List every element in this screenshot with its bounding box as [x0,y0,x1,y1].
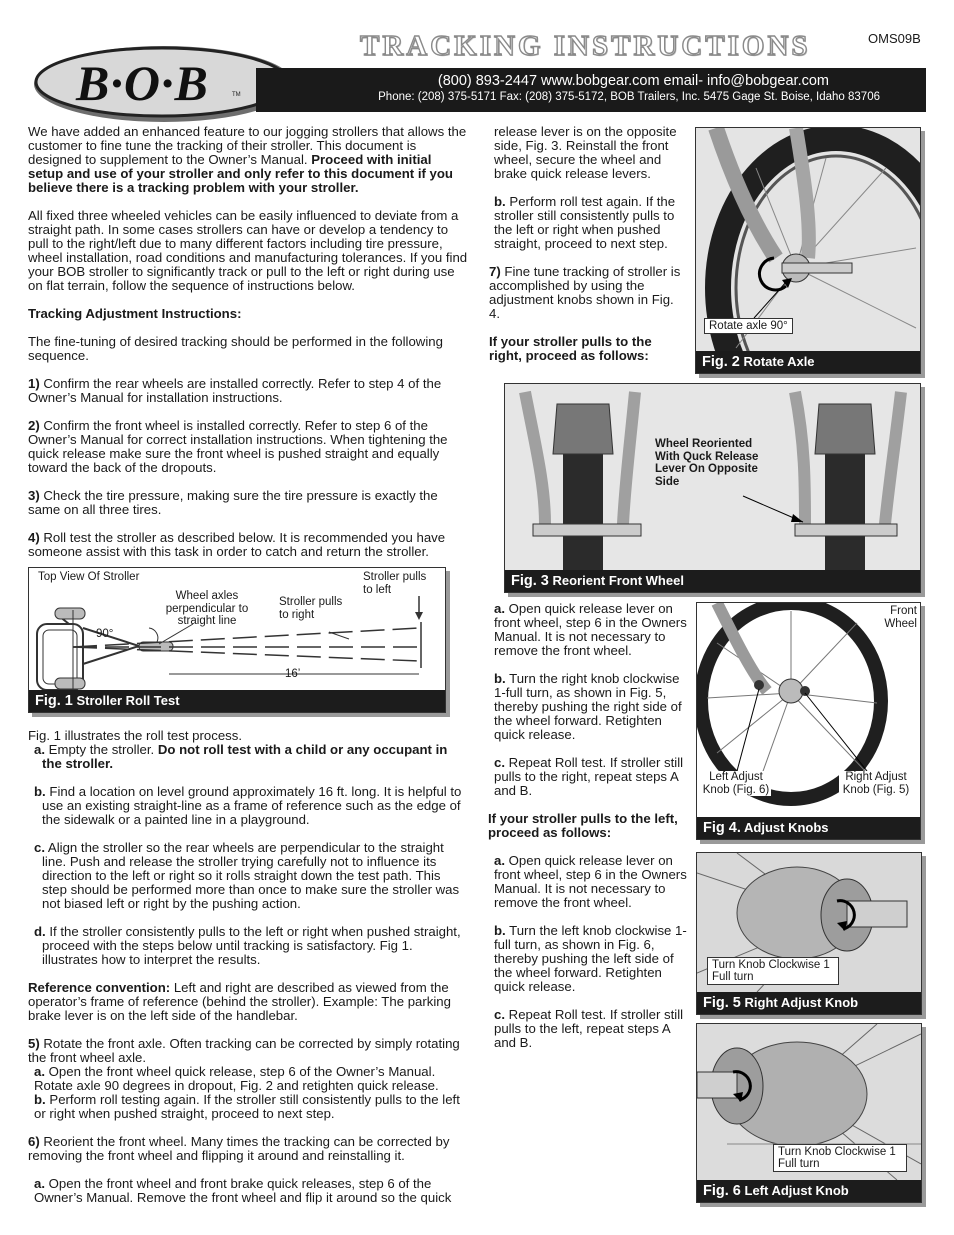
fig1-intro: Fig. 1 illustrates the roll test process. [28,728,243,743]
right-knob-label: Right Adjust Knob (Fig. 5) [839,771,913,796]
step-2 [28,419,468,475]
step-number: 1) [28,376,40,391]
figure-6 [696,1023,922,1203]
left-step-b [488,924,694,994]
substep-label: a. [494,601,505,616]
step-number: 4) [28,530,40,545]
document-code: OMS09B [868,31,921,46]
step-text: Confirm the front wheel is installed correctly. Refer to step 6 of the Owner’s Manual for correct installation instructions. When tightening the quick release make sure the front wheel is pushed straight and equally toward the back of the dropouts. [28,418,448,475]
caption-number: Fig. 2 [702,354,740,370]
substep-label: c. [34,840,45,855]
left-step-c [488,1008,694,1050]
substep-text: Turn the left knob clockwise 1-full turn, as shown in Fig. 6, thereby pushing the left side of the wheel forward. Retighten quick release. [494,923,687,994]
sequence-paragraph: The fine-tuning of desired tracking should be performed in the following sequence. [28,334,443,363]
caption-number: Fig. 1 [35,693,73,709]
pulls-left-label: Stroller pulls to left [363,571,427,596]
right-step-b [488,672,694,742]
reference-convention [28,981,468,1023]
substep-text: Align the stroller so the rear wheels are perpendicular to the straight line. Push and release the stroller trying carefully not to influence its direction to the left or right so it rolls straight down the test path. This step should be performed more than once to make sure the stroller was not biased left or right by the pushing action. [42,840,460,911]
substep-label: a. [34,1176,45,1191]
axles-label: Wheel axles perpendicular to straight line [165,590,249,627]
step-5b [28,1093,468,1121]
figure-2-caption [696,351,920,373]
right-step-a [488,602,694,658]
substep-text: Perform roll test again. If the stroller still consistently pulls to the left or right when pushed straight, proceed to next step. [494,194,676,251]
contact-bar [256,68,926,112]
pulls-right-heading: If your stroller pulls to the right, proceed as follows: [489,334,652,363]
substep-text: Open the front wheel and front brake quick releases, step 6 of the Owner’s Manual. Remove the front wheel and flip it around so the quick [34,1176,452,1205]
caption-text: Stroller Roll Test [76,693,180,708]
left-column [28,125,468,559]
distance-label: 16’ [285,668,301,680]
step-3 [28,489,468,517]
intro-paragraph [28,125,468,195]
step-6a [28,1177,468,1205]
step-text: Rotate the front axle. Often tracking can be corrected by simply rotating the front wheel axle. [28,1036,460,1065]
step-number: 3) [28,488,40,503]
substep-text: Empty the stroller. [45,742,158,757]
caption-text: Adjust Knobs [744,820,829,835]
substep-warning: Do not roll test with a child or any occupant in the stroller. [42,742,448,771]
substep-c [28,841,468,911]
step-number: 5) [28,1036,40,1051]
contact-line-secondary: Phone: (208) 375-5171 Fax: (208) 375-5172, BOB Trailers, Inc. 5475 Gage St. Boise, Idaho 83706 [378,91,880,103]
substep-label: b. [34,1092,46,1107]
figure-1-caption [29,690,445,712]
figure-1 [28,567,446,713]
reference-label: Reference convention: [28,980,171,995]
substep-text: Open quick release lever on front wheel, step 6 in the Owners Manual. It is not necessary to remove the front wheel. [494,853,687,910]
step-1 [28,377,468,405]
left-knob-label: Left Adjust Knob (Fig. 6) [702,771,770,796]
figure-5-caption [697,992,921,1014]
right-step-c [488,756,694,798]
substep-label: b. [494,923,506,938]
pulls-left-heading: If your stroller pulls to the left, proceed as follows: [488,811,678,840]
substep-label: b. [494,671,506,686]
step-text: Check the tire pressure, making sure the tire pressure is exactly the same on all three tires. [28,488,438,517]
contact-line-primary: (800) 893-2447 www.bobgear.com email- info@bobgear.com [437,73,829,89]
substep-text: Open quick release lever on front wheel, step 6 in the Owners Manual. It is not necessary to remove the front wheel. [494,601,687,658]
figure-6-caption [697,1180,921,1202]
substep-label: a. [34,1064,45,1079]
step-text: Roll test the stroller as described below. It is recommended you have someone assist with this task in order to catch and return the stroller. [28,530,446,559]
right-column-upper [489,125,687,363]
step-6 [28,1135,468,1163]
figure-4-caption [697,817,920,839]
substep-text: Repeat Roll test. If stroller still pulls to the right, repeat steps A and B. [494,755,684,798]
substep-label: b. [494,194,506,209]
step-number: 6) [28,1134,40,1149]
caption-number: Fig 4. [703,820,741,836]
substep-text: If the stroller consistently pulls to the left or right when pushed straight, proceed with the steps below until tracking is satisfactory. Fig 1. illustrates how to interpret the results. [42,924,461,967]
logo-trademark: TM [232,92,241,98]
step-6b [489,195,687,251]
left-step-a [488,854,694,910]
front-wheel-label: Front Wheel [877,605,917,630]
figure-2 [695,127,921,374]
figure-5 [696,852,922,1015]
substep-b [28,785,468,827]
step-6-continued: release lever is on the opposite side, Fig. 3. Reinstall the front wheel, secure the wheel and brake quick release levers. [494,124,677,181]
section-heading: Tracking Adjustment Instructions: [28,306,242,321]
caption-text: Left Adjust Knob [744,1183,849,1198]
substep-text: Perform roll testing again. If the stroller still consistently pulls to the left or right when pushed straight, proceed to next step. [34,1092,460,1121]
caption-number: Fig. 5 [703,995,741,1011]
figure-4 [696,602,921,840]
rotate-axle-callout: Rotate axle 90° [704,318,793,334]
right-knob-callout: Turn Knob Clockwise 1 Full turn [707,957,839,985]
substep-label: c. [494,755,505,770]
caption-text: Right Adjust Knob [744,995,859,1010]
step-text: Confirm the rear wheels are installed correctly. Refer to step 4 of the Owner’s Manual for installation instructions. [28,376,442,405]
step-text: Reorient the front wheel. Many times the tracking can be corrected by removing the front wheel and flipping it around and reinstalling it. [28,1134,450,1163]
substep-label: d. [34,924,46,939]
caption-text: Rotate Axle [743,354,815,369]
figure-3-caption [505,570,920,592]
left-knob-callout: Turn Knob Clockwise 1 Full turn [773,1144,907,1172]
influence-paragraph: All fixed three wheeled vehicles can be easily influenced to deviate from a straight path. In some cases strollers can have or develop a tendency to pull to the right/left due to many different factors including tire pressure, wheel installation, road conditions and manufacturing tolerances. If you find your BOB stroller to significantly track or pull to the left or right during use on flat terrain, follow the sequence of instructions below. [28,208,468,293]
step-text: Fine tune tracking of stroller is accomplished by using the adjustment knobs shown in Fig. 4. [489,264,681,321]
step-7 [489,265,687,321]
substep-text: Repeat Roll test. If stroller still pulls to the left, repeat steps A and B. [494,1007,684,1050]
angle-label: 90° [96,628,114,640]
intro-text: We have added an enhanced feature to our jogging strollers that allows the customer to fine tune the tracking of their stroller. This document is designed to supplement to the Owner’s Manual. [28,124,467,167]
top-view-label: Top View Of Stroller [38,571,140,583]
substep-label: b. [34,784,46,799]
right-column-lower [488,602,694,1050]
substep-d [28,925,468,967]
left-column-lower [28,729,468,1205]
substep-text: Find a location on level ground approximately 16 ft. long. It is helpful to use an existing straight-line as a frame of reference such as the edge of the sidewalk or a painted line in a playground. [42,784,462,827]
logo-text: B·O·B [76,55,209,111]
substep-label: a. [494,853,505,868]
step-5a [28,1065,468,1093]
substep-text: Open the front wheel quick release, step 6 of the Owner’s Manual. Rotate axle 90 degrees in dropout, Fig. 2 and retighten quick release. [34,1064,439,1093]
substep-label: a. [34,742,45,757]
step-4 [28,531,468,559]
caption-number: Fig. 3 [511,573,549,589]
step-number: 7) [489,264,501,279]
step-number: 2) [28,418,40,433]
substep-text: Turn the right knob clockwise 1-full turn, as shown in Fig. 5, thereby pushing the right side of the wheel forward. Retighten quick release. [494,671,682,742]
caption-number: Fig. 6 [703,1183,741,1199]
substep-label: c. [494,1007,505,1022]
pulls-right-label: Stroller pulls to right [279,596,343,621]
reoriented-callout: Wheel Reoriented With Quck Release Lever On Opposite Side [655,438,759,488]
intro-warning: Proceed with initial setup and use of your stroller and only refer to this document if you believe there is a tracking problem with your stroller. [28,152,453,195]
figure-3 [504,383,921,593]
reference-text: Left and right are described as viewed from the operator’s frame of reference (behind the stroller). Example: The parking brake lever is on the left side of the handlebar. [28,980,451,1023]
step-5 [28,1037,468,1065]
caption-text: Reorient Front Wheel [552,573,684,588]
page-title: TRACKING INSTRUCTIONS [360,30,811,62]
substep-a [28,743,468,771]
